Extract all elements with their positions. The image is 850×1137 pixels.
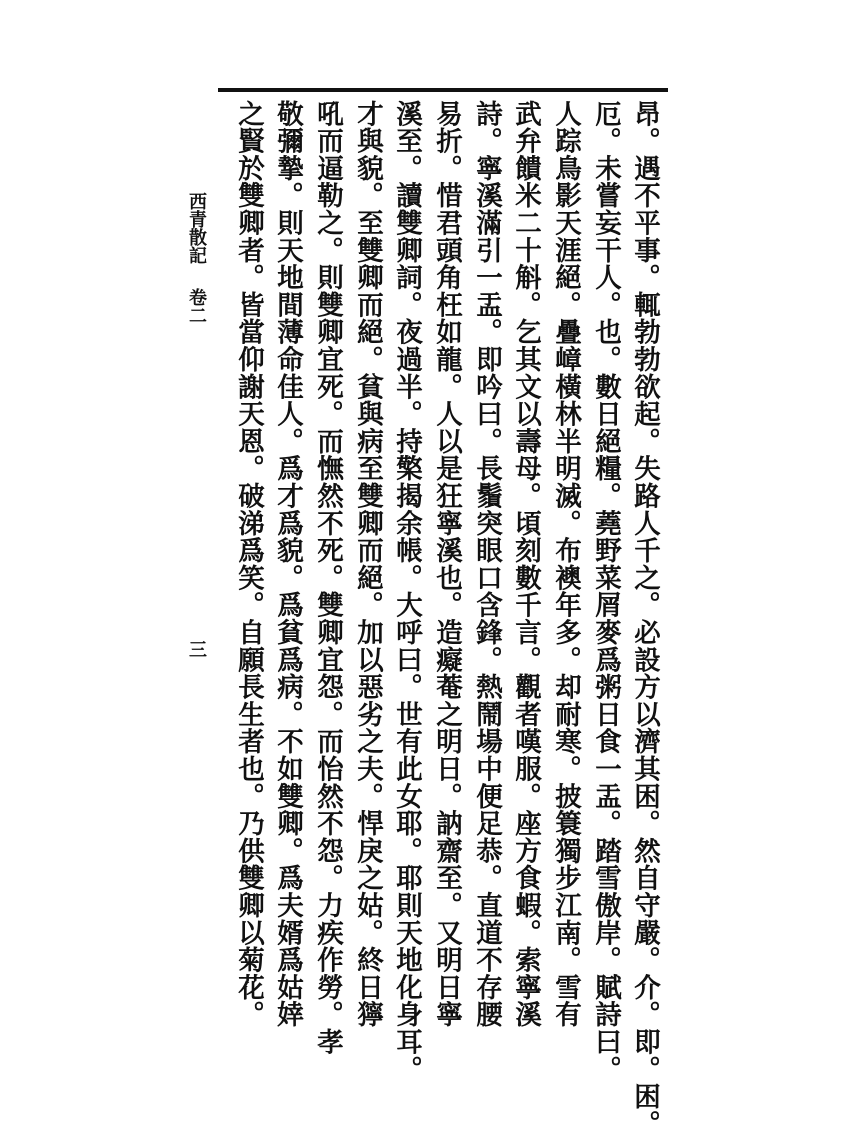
- text-column-9: 吼而逼勒之。則雙卿宜死。而憮然不死。雙卿宜怨。而怡然不怨。力疾作勞。孝: [312, 100, 343, 1056]
- text-column-8: 才與貌。至雙卿而絕。貧與病至雙卿而絕。加以惡劣之夫。悍戾之姑。終日獰: [352, 100, 383, 1029]
- text-column-7: 溪至。讀雙卿詞。夜過半。持檠揭余帳。大呼曰。世有此女耶。耶則天地化身耳。: [391, 100, 422, 1083]
- text-column-1: 昂。遇不平事。輒勃勃欲起。失路人千之。必設方以濟其困。然自守嚴。介。即。困。: [629, 100, 660, 1137]
- text-column-10: 敬彌摯。則天地間薄命佳人。爲才爲貌。爲貧爲病。不如雙卿。爲夫婿爲姑婞: [272, 100, 303, 1029]
- top-border-rule: [218, 88, 668, 92]
- text-column-3: 人踪鳥影天涯絕。疊嶂橫林半明滅。布襖年多。却耐寒。披簑獨步江南。雪有: [550, 100, 581, 1029]
- book-title: 西青散記: [186, 192, 207, 264]
- text-column-6: 易折。惜君頭角枉如龍。人以是狂寧溪也。造癡菴之明日。訥齋至。又明日寧: [431, 100, 462, 1029]
- text-column-11: 之賢於雙卿者。皆當仰謝天恩。破涕爲笑。自願長生者也。乃供雙卿以菊花。: [233, 100, 264, 1029]
- volume-label: 卷二: [186, 288, 207, 324]
- text-column-2: 厄。未嘗妄干人。也。數日絕糧。蕘野菜屑麥爲粥日食一盂。踏雪傲岸。賦詩曰。: [590, 100, 621, 1083]
- page-number: 三: [186, 640, 207, 658]
- text-column-5: 詩。寧溪滿引一盂。即吟曰。長鬚突眼口含鋒。熱鬧場中便足恭。直道不存腰: [471, 100, 502, 1029]
- text-column-4: 武弁饋米二十斛。乞其文以壽母。頃刻數千言。觀者嘆服。座方食蝦。索寧溪: [510, 100, 541, 1029]
